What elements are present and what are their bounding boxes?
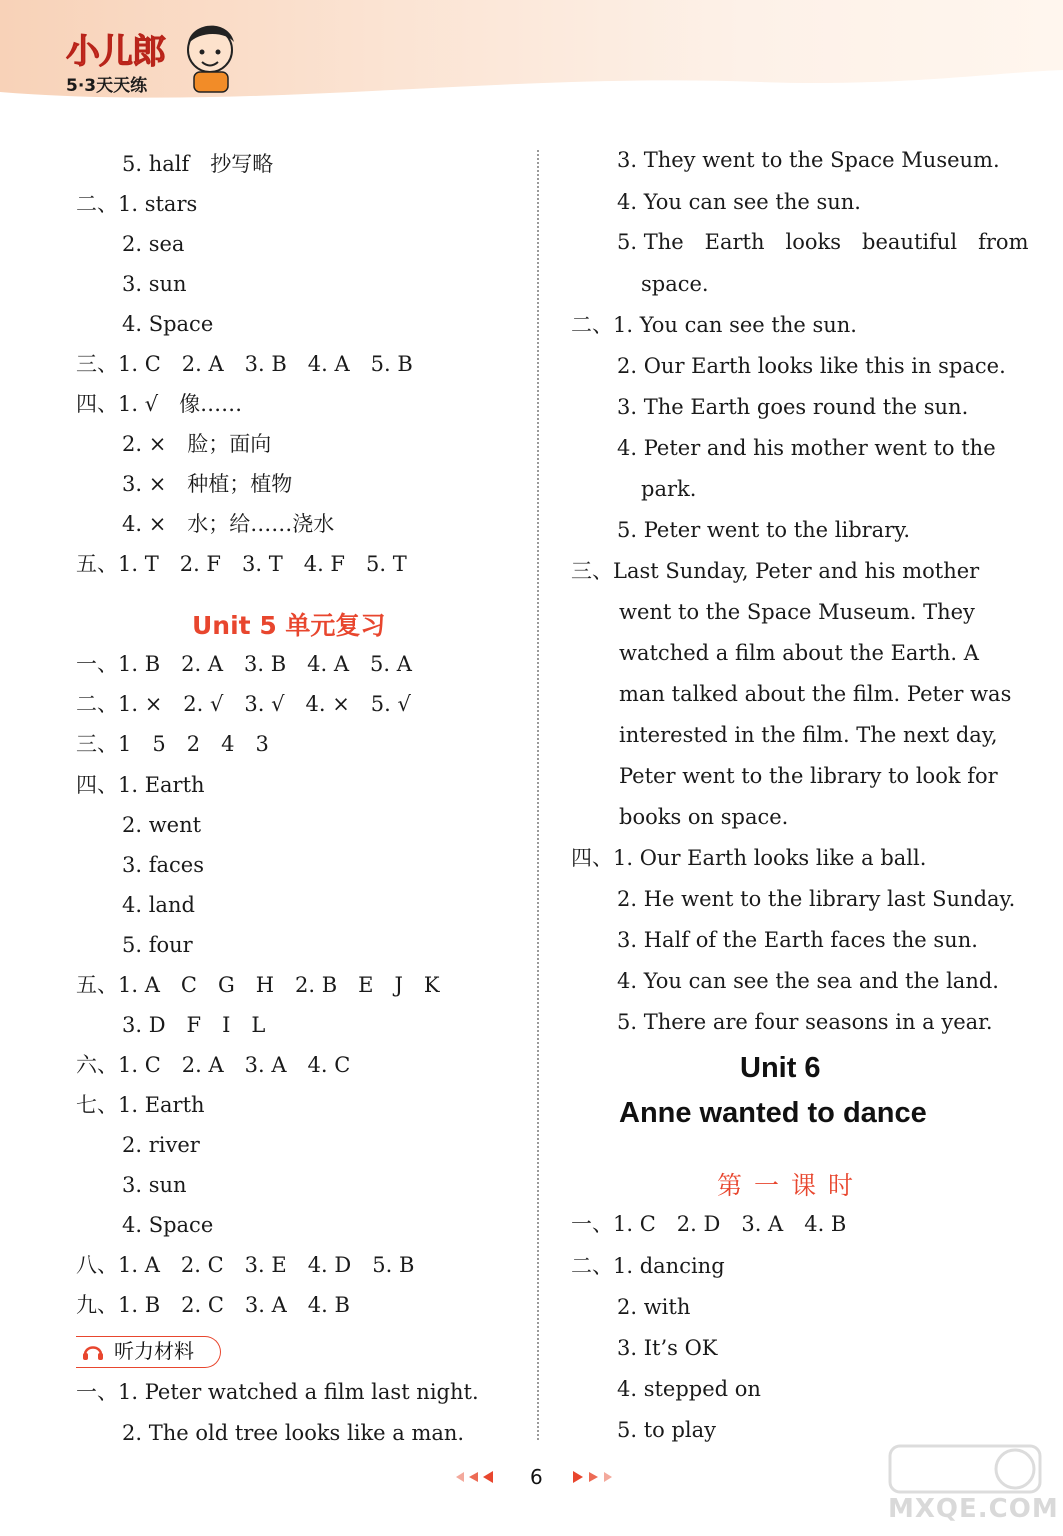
left-answer-line: 2. The old tree looks like a man. xyxy=(122,1421,465,1445)
right-answer-line: 2. with xyxy=(617,1295,691,1319)
right-answer-line: 四、1. Our Earth looks like a ball. xyxy=(571,846,927,870)
right-answer-line: 3. The Earth goes round the sun. xyxy=(617,395,969,419)
left-answer-line: 七、1. Earth xyxy=(76,1093,205,1117)
left-answer-line: 5. four xyxy=(122,933,193,957)
page-number: 6 xyxy=(530,1465,543,1489)
right-answer-line: 3. It’s OK xyxy=(617,1336,718,1360)
left-answer-line: 三、1. C 2. A 3. B 4. A 5. B xyxy=(76,352,413,376)
left-answer-line: 二、1. × 2. √ 3. √ 4. × 5. √ xyxy=(76,692,411,716)
right-arrows-icon xyxy=(571,1470,621,1484)
right-answer-line: Peter went to the library to look for xyxy=(619,764,998,788)
logo xyxy=(66,24,165,96)
left-answer-line: 九、1. B 2. C 3. A 4. B xyxy=(76,1293,350,1317)
right-answer-line: 2. Our Earth looks like this in space. xyxy=(617,354,1006,378)
left-answer-line: 五、1. T 2. F 3. T 4. F 5. T xyxy=(76,552,407,576)
logo-title: 小儿郎 xyxy=(66,32,165,72)
watermark-text: MXQE.COM xyxy=(888,1494,1059,1524)
right-answer-line: 二、1. dancing xyxy=(571,1254,725,1278)
right-answer-line: 一、1. C 2. D 3. A 4. B xyxy=(571,1212,847,1236)
right-answer-line: 4. You can see the sea and the land. xyxy=(617,969,999,993)
headphones-icon xyxy=(82,1341,104,1361)
left-answer-line: 2. × 脸；面向 xyxy=(122,432,272,456)
unit5-review-title: Unit 5 单元复习 xyxy=(192,611,386,640)
logo-subtitle: 5·3天天练 xyxy=(66,76,148,96)
right-answer-line: man talked about the film. Peter was xyxy=(619,682,1012,706)
left-answer-line: 3. sun xyxy=(122,272,187,296)
left-answer-line: 2. river xyxy=(122,1133,200,1157)
unit6-subtitle: Anne wanted to dance xyxy=(619,1097,927,1129)
right-answer-line: went to the Space Museum. They xyxy=(619,600,975,624)
right-answer-line: 4. Peter and his mother went to the xyxy=(617,436,996,460)
left-answer-line: 六、1. C 2. A 3. A 4. C xyxy=(76,1053,351,1077)
lesson-title: 第一课时 xyxy=(717,1171,866,1200)
right-answer-line: 5. to play xyxy=(617,1418,717,1442)
right-answer-line: interested in the film. The next day, xyxy=(619,723,998,747)
right-answer-line: 4. stepped on xyxy=(617,1377,761,1401)
right-answer-line: books on space. xyxy=(619,805,789,829)
right-answer-line: park. xyxy=(641,477,697,501)
left-answer-line: 4. Space xyxy=(122,1213,214,1237)
left-answer-line: 二、1. stars xyxy=(76,192,198,216)
left-answer-line: 3. faces xyxy=(122,853,204,877)
left-answer-line: 5. half 抄写略 xyxy=(122,152,274,176)
left-answer-line: 3. D F I L xyxy=(122,1013,266,1037)
left-answer-line: 一、1. Peter watched a film last night. xyxy=(76,1380,479,1404)
right-answer-line: 4. You can see the sun. xyxy=(617,190,861,214)
column-divider xyxy=(537,150,539,1440)
right-answer-line: space. xyxy=(641,272,709,296)
right-answer-line: 5. The Earth looks beautiful from xyxy=(617,230,1029,254)
right-answer-line: 5. Peter went to the library. xyxy=(617,518,910,542)
right-answer-line: 三、Last Sunday, Peter and his mother xyxy=(571,559,980,583)
right-answer-line: watched a film about the Earth. A xyxy=(619,641,979,665)
left-answer-line: 八、1. A 2. C 3. E 4. D 5. B xyxy=(76,1253,415,1277)
left-answer-line: 4. land xyxy=(122,893,195,917)
left-answer-line: 四、1. Earth xyxy=(76,773,205,797)
left-answer-line: 4. × 水；给……浇水 xyxy=(122,512,335,536)
left-answer-line: 3. × 种植；植物 xyxy=(122,472,293,496)
left-answer-line: 三、1 5 2 4 3 xyxy=(76,732,269,756)
unit6-title: Unit 6 xyxy=(740,1052,821,1084)
left-answer-line: 一、1. B 2. A 3. B 4. A 5. A xyxy=(76,652,412,676)
left-answer-line: 4. Space xyxy=(122,312,214,336)
left-arrows-icon xyxy=(456,1470,502,1484)
left-answer-line: 四、1. √ 像…… xyxy=(76,392,243,416)
left-answer-line: 五、1. A C G H 2. B E J K xyxy=(76,973,440,997)
left-answer-line: 2. sea xyxy=(122,232,185,256)
right-answer-line: 3. They went to the Space Museum. xyxy=(617,148,1000,172)
right-answer-line: 2. He went to the library last Sunday. xyxy=(617,887,1016,911)
left-answer-line: 3. sun xyxy=(122,1173,187,1197)
left-answer-line: 2. went xyxy=(122,813,202,837)
right-answer-line: 5. There are four seasons in a year. xyxy=(617,1010,993,1034)
right-answer-line: 3. Half of the Earth faces the sun. xyxy=(617,928,978,952)
right-answer-line: 二、1. You can see the sun. xyxy=(571,313,857,337)
listening-label: 听力材料 xyxy=(114,1339,194,1363)
mascot-icon xyxy=(180,14,240,94)
